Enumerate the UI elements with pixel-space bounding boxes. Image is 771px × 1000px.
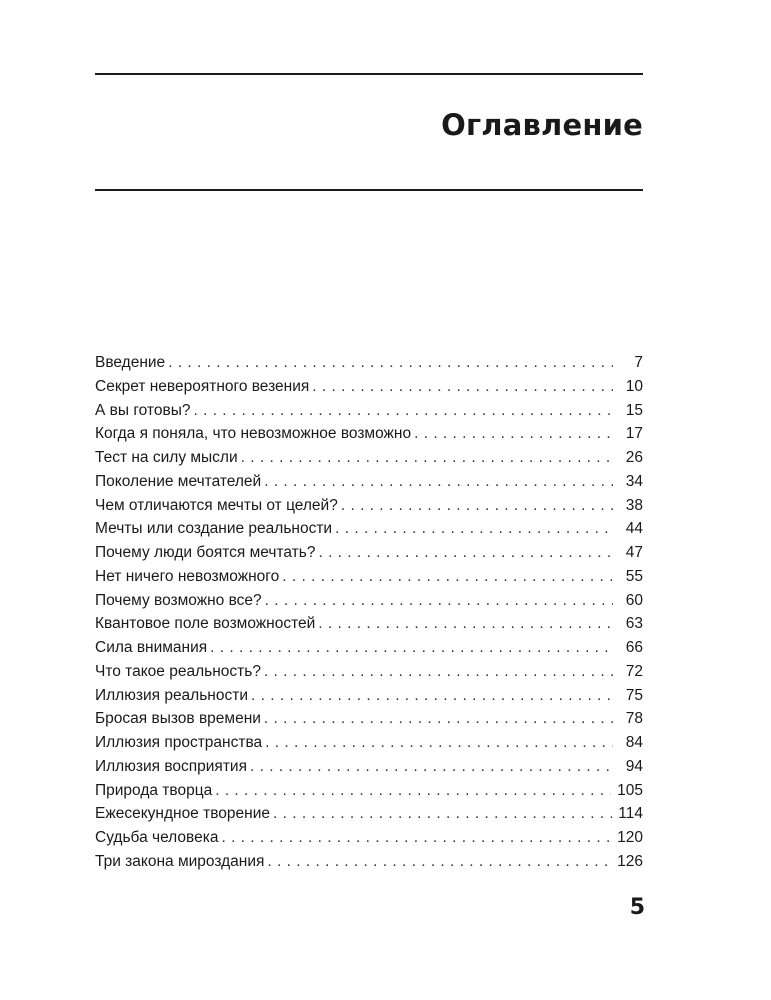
toc-entry-title: Что такое реальность? xyxy=(95,662,261,680)
toc-entry-page: 126 xyxy=(617,852,643,870)
toc-entry[interactable] xyxy=(95,782,643,806)
dot-leader xyxy=(168,354,613,373)
toc-entry-title: А вы готовы? xyxy=(95,401,191,419)
toc-entry-title: Иллюзия пространства xyxy=(95,734,263,751)
toc-entry-title: Бросая вызов времени xyxy=(95,710,261,728)
toc-entry-page: 84 xyxy=(625,734,643,751)
toc-entry[interactable] xyxy=(95,639,643,663)
top-rule xyxy=(95,73,643,75)
toc-entry-title: Введение xyxy=(95,354,166,371)
dot-leader xyxy=(251,687,613,706)
toc-entry-page: 34 xyxy=(625,472,643,490)
toc-entry-title: Нет ничего невозможного xyxy=(95,567,280,585)
dot-leader xyxy=(282,568,613,587)
toc-entry-title: Почему люди боятся мечтать? xyxy=(95,544,316,561)
toc-entry-title: Сила внимания xyxy=(95,639,208,656)
toc-entry[interactable] xyxy=(95,378,643,402)
dot-leader xyxy=(318,615,613,634)
dot-leader xyxy=(241,449,613,468)
toc-entry-page: 38 xyxy=(625,496,643,514)
dot-leader xyxy=(264,663,613,682)
dot-leader xyxy=(273,805,612,824)
title-underline-rule xyxy=(95,189,643,191)
toc-entry-page: 75 xyxy=(625,686,643,704)
dot-leader xyxy=(414,425,613,444)
toc-entry-page: 120 xyxy=(617,829,643,846)
toc-entry-page: 105 xyxy=(617,781,643,799)
toc-entry[interactable] xyxy=(95,449,643,473)
toc-entry-page: 15 xyxy=(625,401,643,419)
toc-entry-title: Иллюзия реальности xyxy=(95,686,248,704)
toc-entry[interactable] xyxy=(95,402,643,426)
toc-entry[interactable] xyxy=(95,805,643,829)
dot-leader xyxy=(250,758,613,777)
dot-leader xyxy=(210,639,613,658)
toc-entry-title: Тест на силу мысли xyxy=(95,449,238,466)
toc-entry[interactable] xyxy=(95,520,643,544)
toc-entry-title: Поколение мечтателей xyxy=(95,472,262,490)
toc-entry-page: 60 xyxy=(625,591,643,609)
toc-entry-page: 10 xyxy=(625,377,643,395)
dot-leader xyxy=(318,544,613,563)
toc-entry[interactable] xyxy=(95,758,643,782)
toc-entry-title: Природа творца xyxy=(95,781,213,799)
toc-entry[interactable] xyxy=(95,710,643,734)
toc-entry[interactable] xyxy=(95,734,643,758)
toc-entry-title: Мечты или создание реальности xyxy=(95,520,333,538)
toc-entry-page: 17 xyxy=(625,425,643,443)
toc-entry-page: 78 xyxy=(625,710,643,728)
toc-entry-page: 47 xyxy=(625,544,643,561)
toc-entry-title: Когда я поняла, что невозможное возможно xyxy=(95,425,412,443)
toc-entry-title: Чем отличаются мечты от целей? xyxy=(95,496,338,514)
toc-entry-page: 94 xyxy=(625,757,643,775)
toc-entry[interactable] xyxy=(95,473,643,497)
toc-entry-page: 63 xyxy=(625,615,643,633)
toc-entry-page: 26 xyxy=(625,449,643,466)
toc-entry-title: Ежесекундное творение xyxy=(95,805,270,823)
toc-entry-page: 44 xyxy=(625,520,643,538)
toc-entry-page: 72 xyxy=(625,662,643,680)
toc-entry-title: Судьба человека xyxy=(95,829,219,846)
toc-entry[interactable] xyxy=(95,544,643,568)
dot-leader xyxy=(267,853,611,872)
toc-entry[interactable] xyxy=(95,425,643,449)
toc-entry-title: Почему возможно все? xyxy=(95,591,262,609)
dot-leader xyxy=(335,520,613,539)
toc-entry[interactable] xyxy=(95,497,643,521)
toc-entry-title: Три закона мироздания xyxy=(95,852,265,870)
dot-leader xyxy=(193,402,613,421)
toc-entry[interactable] xyxy=(95,568,643,592)
dot-leader xyxy=(341,497,613,516)
dot-leader xyxy=(265,734,613,753)
toc-entry[interactable] xyxy=(95,615,643,639)
page-number: 5 xyxy=(629,895,645,920)
toc-entry[interactable] xyxy=(95,354,643,378)
dot-leader xyxy=(264,710,613,729)
dot-leader xyxy=(221,829,611,848)
toc-entry-title: Квантовое поле возможностей xyxy=(95,615,316,633)
dot-leader xyxy=(265,592,613,611)
dot-leader xyxy=(312,378,613,397)
toc-entry-page: 7 xyxy=(634,354,643,371)
toc-entry-page: 66 xyxy=(625,639,643,656)
toc-entry[interactable] xyxy=(95,592,643,616)
dot-leader xyxy=(215,782,611,801)
toc-entry-title: Иллюзия восприятия xyxy=(95,757,247,775)
page-title: Оглавление xyxy=(441,108,643,142)
toc-entry-page: 114 xyxy=(618,805,643,823)
toc-entry-page: 55 xyxy=(625,567,643,585)
toc-entry[interactable] xyxy=(95,829,643,853)
toc-entry[interactable] xyxy=(95,663,643,687)
toc-entry-title: Секрет невероятного везения xyxy=(95,377,310,395)
toc-entry[interactable] xyxy=(95,853,643,877)
dot-leader xyxy=(264,473,613,492)
toc-entry[interactable] xyxy=(95,687,643,711)
table-of-contents xyxy=(95,354,643,877)
